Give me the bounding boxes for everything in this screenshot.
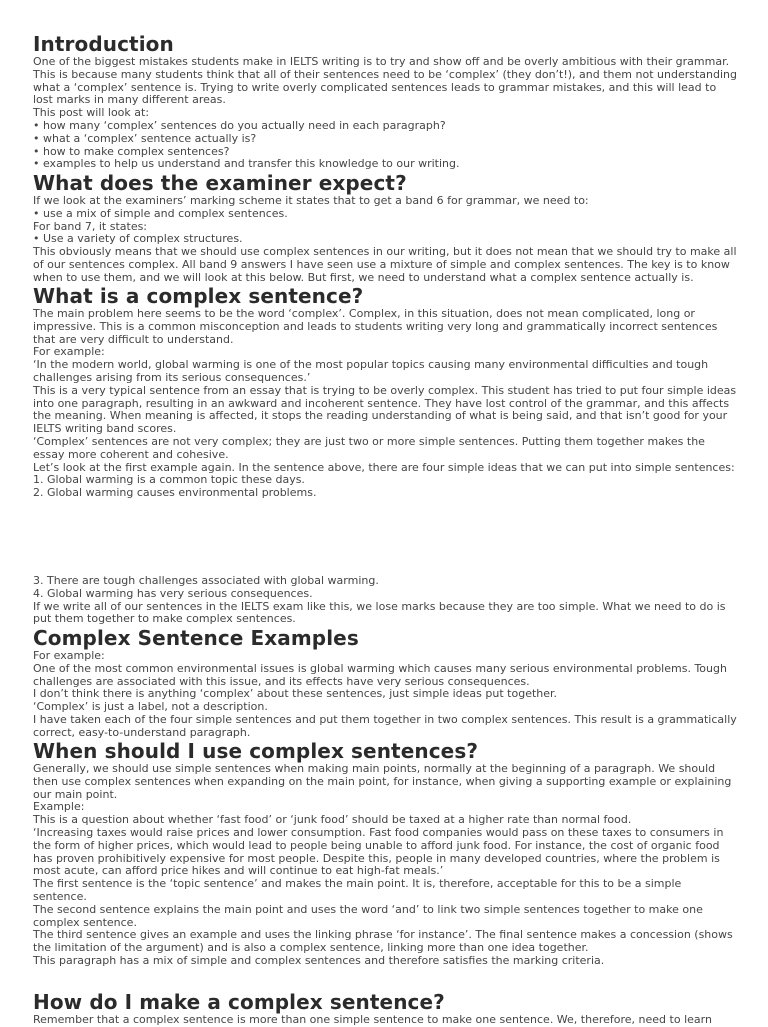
paragraph: Let’s look at the first example again. In the sentence above, there are four simple ideas that we can put into simple sentences:	[33, 460, 735, 474]
section-examiner-expect	[33, 172, 738, 285]
section-heading: Introduction	[33, 32, 174, 56]
paragraph: This paragraph has a mix of simple and complex sentences and therefore satisfies the marking criteria.	[33, 953, 605, 967]
list-item: • examples to help us understand and transfer this knowledge to our writing.	[33, 157, 460, 171]
section-heading: How do I make a complex sentence?	[33, 990, 445, 1014]
section-complex-examples	[33, 627, 738, 740]
quote: ‘Increasing taxes would raise prices and lower consumption. Fast food companies would pass on these taxes to consumers in the form of higher prices, which would lead to people being unable to afford junk food. For instance, the cost of organic food has proven prohibitively expensive for most people. Despite this, people in many developed countries, where the problem is most acute, can afford price hikes and will continue to eat high-fat meals.’	[33, 825, 724, 878]
section-what-is-complex	[33, 285, 738, 500]
paragraph: One of the most common environmental issues is global warming which causes many serious environmental problems. Tough challenges are associated with this issue, and its effects have very serious consequences.	[33, 661, 727, 688]
paragraph: For example:	[33, 649, 105, 662]
paragraph: This obviously means that we should use complex sentences in our writing, but it does not mean that we should try to make all of our sentences complex. All band 9 answers I have seen use a mixture of simple and complex sentences. The key is to know when to use them, and we will look at this below. But first, we need to understand what a complex sentence actually is.	[33, 245, 737, 284]
paragraph: I don’t think there is anything ‘complex’ about these sentences, just simple ideas put together.	[33, 687, 558, 701]
paragraph: One of the biggest mistakes students make in IELTS writing is to try and show off and be overly ambitious with their grammar. This is because many students think that all of their sentences need to be ‘complex’ (they don’t!), and them not understanding what a ‘complex’ sentence is. Trying to write overly complicated sentences leads to grammar mistakes, and this will lead to lost marks in many different areas.	[33, 55, 737, 107]
section-heading: What does the examiner expect?	[33, 171, 407, 195]
section-heading: Complex Sentence Examples	[33, 626, 359, 650]
quote: ‘In the modern world, global warming is one of the most popular topics causing many environmental difficulties and tough challenges arising from its serious consequences.’	[33, 358, 709, 384]
section-when-to-use	[33, 740, 738, 968]
section-how-to-make	[33, 991, 738, 1027]
paragraph: The first sentence is the ‘topic sentence’ and makes the main point. It is, therefore, acceptable for this to be a simple sentence.	[33, 877, 682, 903]
paragraph: This is a very typical sentence from an essay that is trying to be overly complex. This student has tried to put four simple ideas into one paragraph, resulting in an awkward and incoherent sentence. They have lost control of the grammar, and this affects the meaning. When meaning is affected, it stops the reading understanding of what is being said, and that isn’t good for your IELTS writing band scores.	[33, 383, 737, 436]
paragraph: Example:	[33, 800, 85, 814]
section-heading: What is a complex sentence?	[33, 284, 364, 308]
list-item: 2. Global warming causes environmental problems.	[33, 486, 317, 500]
paragraph: This post will look at:	[33, 106, 150, 120]
list-item: • how to make complex sentences?	[33, 144, 230, 158]
paragraph: If we write all of our sentences in the IELTS exam like this, we lose marks because they are too simple. What we need to do is put them together to make complex sentences.	[33, 599, 726, 626]
paragraph: The main problem here seems to be the word ‘complex’. Complex, in this situation, does not mean complicated, long or impressive. This is a common misconception and leads to students writing very long and grammatically incorrect sentences that are very difficult to understand.	[33, 307, 718, 346]
paragraph: Remember that a complex sentence is more than one simple sentence to make one sentence. We, therefore, need to learn	[33, 1013, 712, 1026]
list-item: • how many ‘complex’ sentences do you actually need in each paragraph?	[33, 118, 446, 132]
list-item: 4. Global warming has very serious consequences.	[33, 586, 313, 600]
list-item: • Use a variety of complex structures.	[33, 232, 243, 246]
section-heading: When should I use complex sentences?	[33, 739, 479, 763]
list-item: 3. There are tough challenges associated with global warming.	[33, 574, 379, 587]
list-item: 1. Global warming is a common topic these days.	[33, 473, 305, 487]
paragraph: I have taken each of the four simple sentences and put them together in two complex sentences. This result is a grammatically correct, easy-to-understand paragraph.	[33, 712, 737, 739]
paragraph: ‘Complex’ sentences are not very complex; they are just two or more simple sentences. Putting them together makes the essay more coherent and cohesive.	[33, 434, 705, 461]
paragraph: This is a question about whether ‘fast food’ or ‘junk food’ should be taxed at a higher rate than normal food.	[33, 813, 632, 827]
paragraph: The second sentence explains the main point and uses the word ‘and’ to link two simple sentences together to make one complex sentence.	[33, 902, 703, 929]
paragraph: Generally, we should use simple sentences when making main points, normally at the beginning of a paragraph. We should then use complex sentences when expanding on the main point, for instance, when giving a supporting example or explaining our main point.	[33, 762, 732, 801]
paragraph: For band 7, it states:	[33, 219, 148, 233]
section-introduction	[33, 33, 738, 171]
paragraph: If we look at the examiners’ marking scheme it states that to get a band 6 for grammar, we need to:	[33, 194, 589, 207]
paragraph: ‘Complex’ is just a label, not a description.	[33, 700, 268, 714]
paragraph: For example:	[33, 345, 105, 359]
list-item: • what a ‘complex’ sentence actually is?	[33, 131, 257, 145]
section-simple-continued	[33, 575, 738, 626]
list-item: • use a mix of simple and complex sentences.	[33, 206, 288, 220]
paragraph: The third sentence gives an example and uses the linking phrase ‘for instance’. The final sentence makes a concession (shows the limitation of the argument) and is also a complex sentence, linking more than one idea together.	[33, 928, 733, 955]
